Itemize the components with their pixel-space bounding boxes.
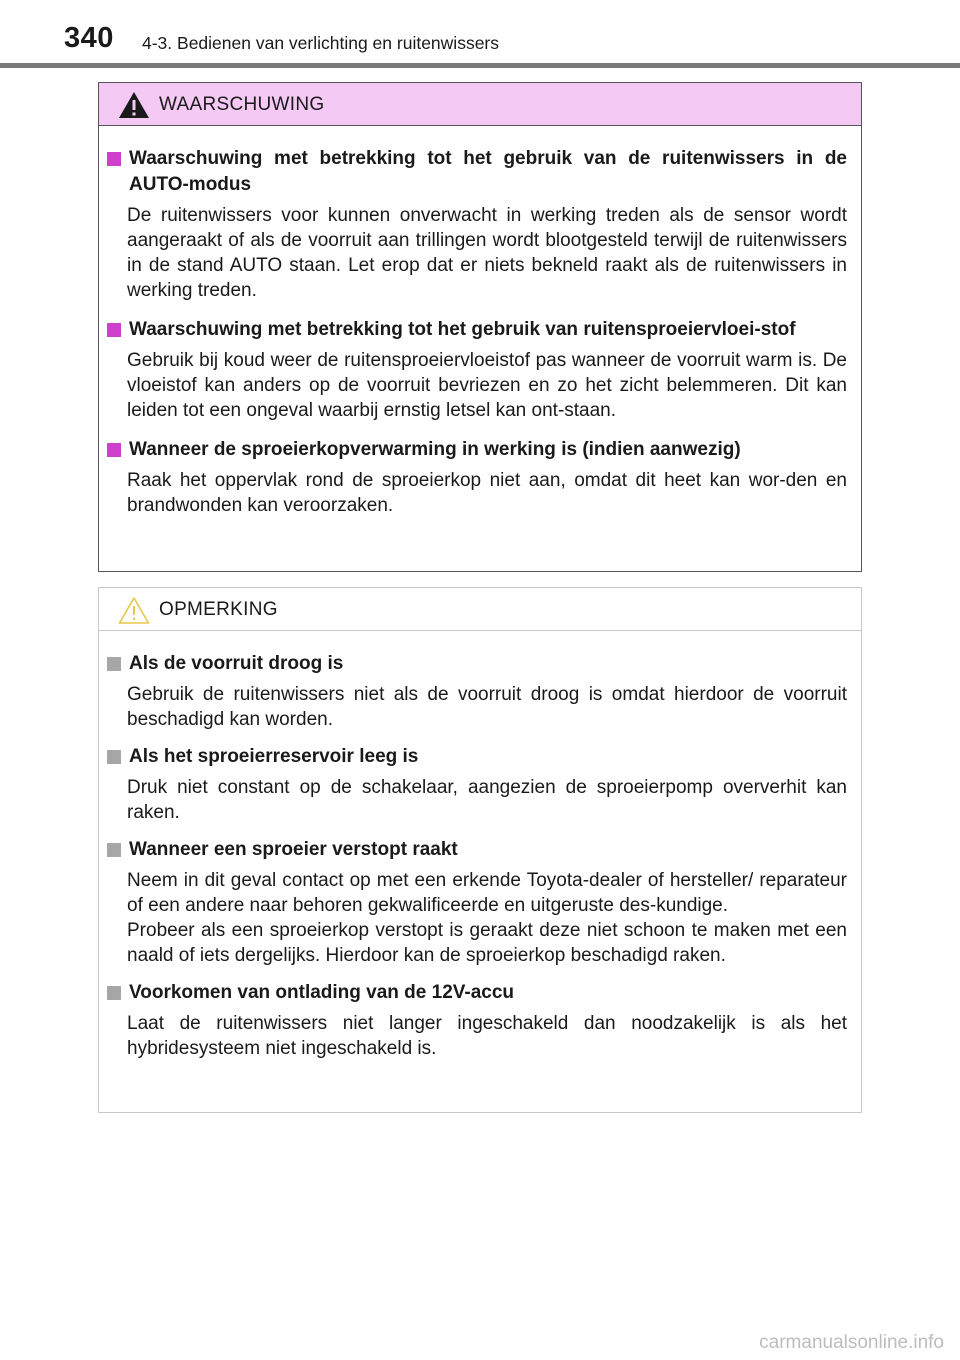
square-bullet-icon (107, 750, 121, 764)
section-title: 4-3. Bedienen van verlichting en ruitenwissers (142, 33, 499, 53)
square-bullet-icon (107, 986, 121, 1000)
note-item (107, 744, 847, 825)
item-paragraph: Gebruik bij koud weer de ruitensproeiervloeistof pas wanneer de voorruit warm is. De vloeistof kan anders op de voorruit bevriezen en zo het zicht belemmeren. Dit kan leiden tot een ongeval waarbij ernstig letsel kan ont-staan. (127, 350, 847, 421)
warning-item (107, 317, 847, 423)
note-box-header (99, 588, 861, 631)
item-paragraph: De ruitenwissers voor kunnen onverwacht in werking treden als de sensor wordt aangeraakt of als de voorruit aan trillingen wordt blootgesteld terwijl de ruitenwissers in de stand AUTO staan. Let erop dat er niets bekneld raakt als de ruitenwissers in werking treden. (127, 205, 847, 301)
square-bullet-icon (107, 657, 121, 671)
warning-item (107, 437, 847, 518)
item-heading (107, 837, 847, 863)
item-heading (107, 744, 847, 770)
warning-box (98, 82, 862, 572)
page-number: 340 (64, 22, 114, 54)
warning-item (107, 146, 847, 303)
item-paragraph: Druk niet constant op de schakelaar, aangezien de sproeierpomp oververhit kan raken. (127, 777, 847, 823)
item-title: Als de voorruit droog is (129, 653, 344, 674)
item-paragraph: Gebruik de ruitenwissers niet als de voorruit droog is omdat hierdoor de voorruit beschadigd kan worden. (127, 684, 847, 730)
page-header (0, 0, 960, 70)
item-paragraph: Laat de ruitenwissers niet langer ingeschakeld dan noodzakelijk is als het hybridesysteem niet ingeschakeld is. (127, 1013, 847, 1059)
warning-box-header (99, 83, 861, 126)
item-title: Voorkomen van ontlading van de 12V-accu (129, 982, 515, 1003)
note-box (98, 587, 862, 1113)
item-heading (107, 146, 847, 198)
header-rule (0, 63, 960, 68)
note-body (99, 631, 861, 1061)
item-paragraph: Probeer als een sproeierkop verstopt is geraakt deze niet schoon te maken met een naald of iets dergelijks. Hierdoor kan de sproeierkop beschadigd raken. (127, 920, 847, 966)
item-paragraph: Raak het oppervlak rond de sproeierkop niet aan, omdat dit heet kan wor-den en brandwonden kan veroorzaken. (127, 470, 847, 516)
caution-triangle-outline-icon (117, 595, 151, 625)
item-heading (107, 651, 847, 677)
warning-body (99, 126, 861, 518)
item-title: Als het sproeierreservoir leeg is (129, 746, 419, 767)
item-heading (107, 980, 847, 1006)
square-bullet-icon (107, 323, 121, 337)
note-label: OPMERKING (159, 599, 278, 620)
item-heading (107, 317, 847, 343)
watermark: carmanualsonline.info (759, 1332, 944, 1353)
warning-triangle-icon (117, 90, 151, 120)
warning-label: WAARSCHUWING (159, 94, 325, 115)
item-title: Waarschuwing met betrekking tot het gebruik van ruitensproeiervloei-stof (129, 319, 796, 340)
item-title: Wanneer de sproeierkopverwarming in werking is (indien aanwezig) (129, 439, 741, 460)
item-paragraph: Neem in dit geval contact op met een erkende Toyota-dealer of hersteller/ reparateur of een andere naar behoren gekwalificeerde en uitgeruste des-kundige. (127, 870, 847, 916)
note-item (107, 980, 847, 1061)
note-item (107, 837, 847, 968)
item-heading (107, 437, 847, 463)
square-bullet-icon (107, 443, 121, 457)
square-bullet-icon (107, 152, 121, 166)
note-item (107, 651, 847, 732)
item-title: Waarschuwing met betrekking tot het gebruik van de ruitenwissers in de AUTO-modus (129, 148, 847, 195)
square-bullet-icon (107, 843, 121, 857)
item-title: Wanneer een sproeier verstopt raakt (129, 839, 458, 860)
